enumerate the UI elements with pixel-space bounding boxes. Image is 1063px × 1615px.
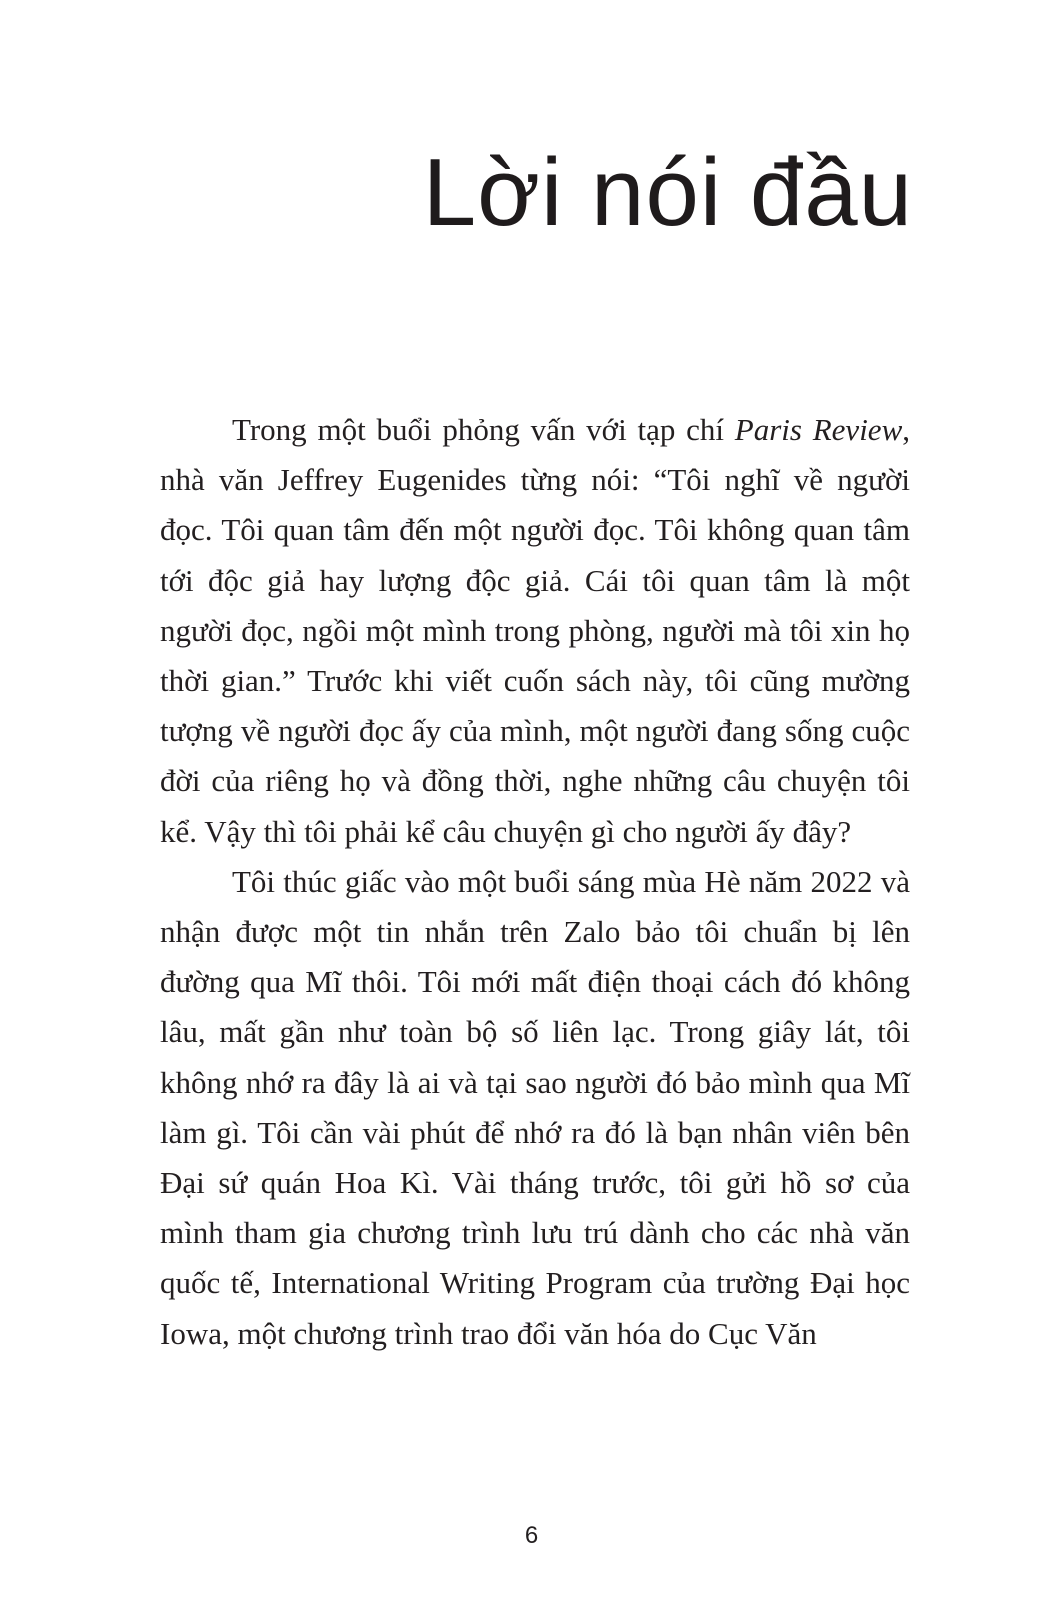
chapter-title: Lời nói đầu bbox=[422, 139, 913, 246]
paragraph-1 bbox=[160, 405, 910, 857]
paragraph-2: Tôi thúc giấc vào một buổi sáng mùa Hè năm 2022 và nhận được một tin nhắn trên Zalo bảo tôi chuẩn bị lên đường qua Mĩ thôi. Tôi mới mất điện thoại cách đó không lâu, mất gần như toàn bộ số liên lạc. Trong giây lát, tôi không nhớ ra đây là ai và tại sao người đó bảo mình qua Mĩ làm gì. Tôi cần vài phút để nhớ ra đó là bạn nhân viên bên Đại sứ quán Hoa Kì. Vài tháng trước, tôi gửi hồ sơ của mình tham gia chương trình lưu trú dành cho các nhà văn quốc tế, International Writing Program của trường Đại học Iowa, một chương trình trao đổi văn hóa do Cục Văn bbox=[160, 863, 910, 1351]
page-number: 6 bbox=[524, 1522, 539, 1549]
paragraph-1-rest: , nhà văn Jeffrey Eugenides từng nói: “Tôi nghĩ về người đọc. Tôi quan tâm đến một người đọc. Tôi không quan tâm tới độc giả hay lượng độc giả. Cái tôi quan tâm là một người đọc, ngồi một mình trong phòng, người mà tôi xin họ thời gian.” Trước khi viết cuốn sách này, tôi cũng mường tượng về người đọc ấy của mình, một người đang sống cuộc đời của riêng họ và đồng thời, nghe những câu chuyện tôi kể. Vậy thì tôi phải kể câu chuyện gì cho người ấy đây? bbox=[160, 412, 910, 849]
body-text bbox=[160, 405, 910, 1359]
magazine-name: Paris Review bbox=[734, 412, 903, 447]
paragraph-1-lead: Trong một buổi phỏng vấn với tạp chí bbox=[232, 412, 735, 447]
